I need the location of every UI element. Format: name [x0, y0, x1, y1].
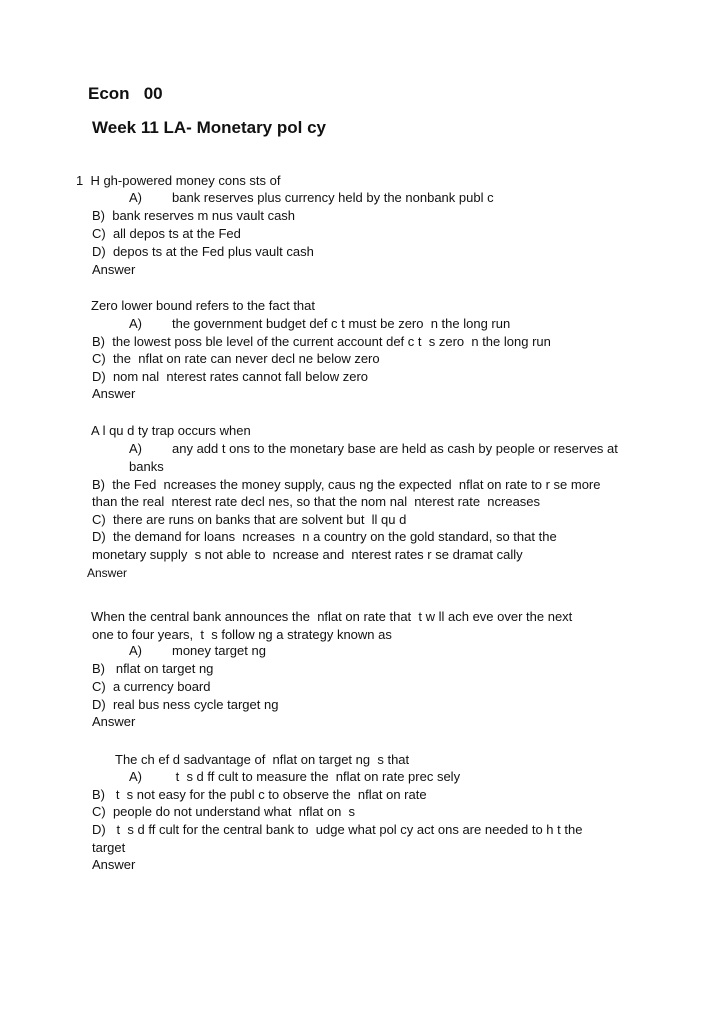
question-stem-continued: one to four years, t s follow ng a strategy known as [92, 627, 392, 642]
option-b: B) the lowest poss ble level of the current account def c t s zero n the long run [92, 334, 551, 349]
option-a-text: any add t ons to the monetary base are held as cash by people or reserves at [172, 441, 618, 456]
option-b-continued: than the real nterest rate decl nes, so that the nom nal nterest rate ncreases [92, 494, 541, 509]
option-a-text: money target ng [172, 643, 266, 658]
question-stem: Zero lower bound refers to the fact that [91, 298, 316, 313]
option-a-label: A) [129, 190, 142, 205]
option-c: C) a currency board [92, 679, 211, 694]
option-a-text: t s d ff cult to measure the nflat on rate prec sely [172, 769, 461, 784]
option-a-text: bank reserves plus currency held by the nonbank publ c [172, 190, 494, 205]
option-b: B) t s not easy for the publ c to observe the nflat on rate [92, 787, 427, 802]
document-title: Week 11 LA- Monetary pol cy [92, 118, 326, 137]
option-a-text: the government budget def c t must be zero n the long run [172, 316, 511, 331]
question-stem: When the central bank announces the nflat on rate that t w ll ach eve over the next [91, 609, 573, 624]
option-d: D) the demand for loans ncreases n a country on the gold standard, so that the [92, 529, 557, 544]
option-d-continued: target [92, 840, 126, 855]
question-stem: The ch ef d sadvantage of nflat on target ng s that [115, 752, 410, 767]
option-a-label: A) [129, 441, 142, 456]
option-c: C) the nflat on rate can never decl ne below zero [92, 351, 380, 366]
option-d: D) t s d ff cult for the central bank to udge what pol cy act ons are needed to h t the [92, 822, 583, 837]
option-d: D) depos ts at the Fed plus vault cash [92, 244, 314, 259]
question-stem: 1 H gh-powered money cons sts of [76, 173, 281, 188]
option-a-label: A) [129, 316, 142, 331]
option-b: B) the Fed ncreases the money supply, caus ng the expected nflat on rate to r se more [92, 477, 601, 492]
option-a-label: A) [129, 769, 142, 784]
answer-label: Answer [92, 714, 136, 729]
option-d: D) real bus ness cycle target ng [92, 697, 279, 712]
option-b: B) nflat on target ng [92, 661, 214, 676]
answer-label: Answer [87, 566, 128, 580]
option-d: D) nom nal nterest rates cannot fall below zero [92, 369, 369, 384]
option-b: B) bank reserves m nus vault cash [92, 208, 296, 223]
option-c: C) there are runs on banks that are solvent but ll qu d [92, 512, 407, 527]
question-stem: A l qu d ty trap occurs when [91, 423, 251, 438]
option-c: C) people do not understand what nflat on s [92, 804, 356, 819]
option-c: C) all depos ts at the Fed [92, 226, 241, 241]
option-d-continued: monetary supply s not able to ncrease and nterest rates r se dramat cally [92, 547, 523, 562]
answer-label: Answer [92, 386, 136, 401]
answer-label: Answer [92, 262, 136, 277]
course-title: Econ 00 [88, 84, 163, 103]
answer-label: Answer [92, 857, 136, 872]
option-a-label: A) [129, 643, 142, 658]
option-a-text-continued: banks [129, 459, 164, 474]
